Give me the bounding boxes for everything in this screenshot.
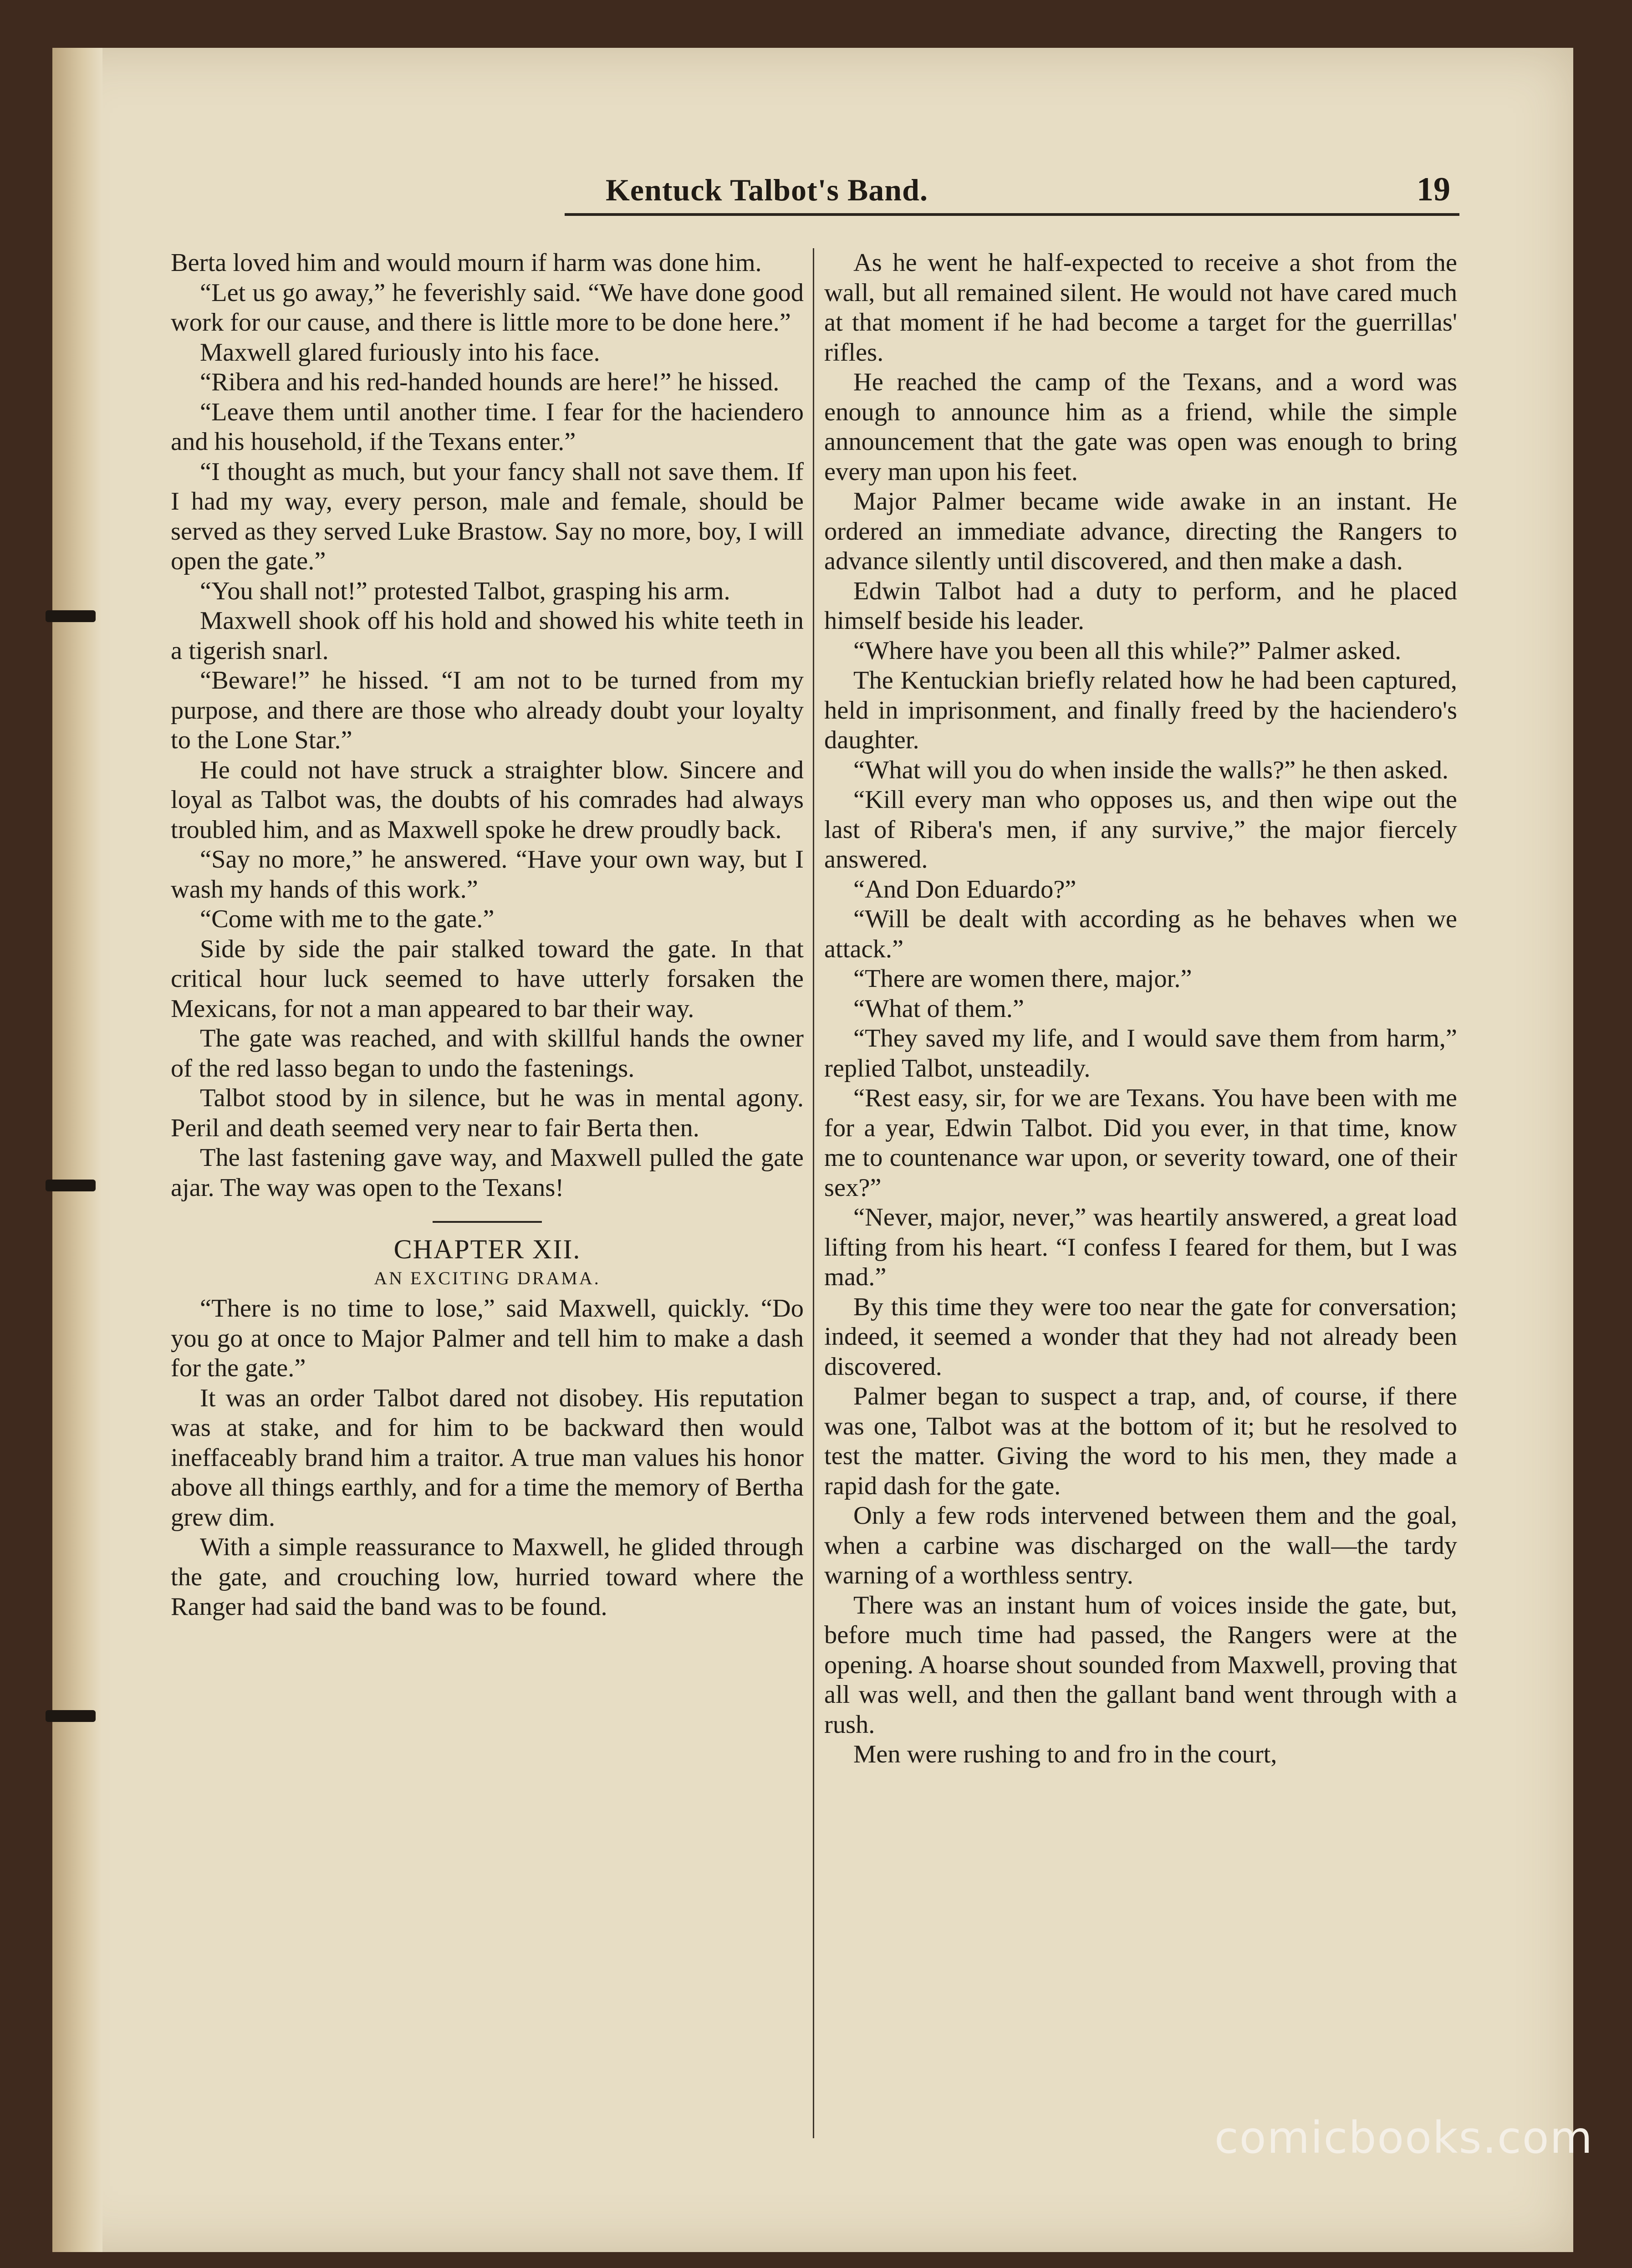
paragraph: “Beware!” he hissed. “I am not to be turned from my purpose, and there are those who already doubt your loyalty to the Lone Star.”: [171, 666, 804, 754]
paragraph: Men were rushing to and fro in the court,: [853, 1740, 1277, 1768]
paragraph: Edwin Talbot had a duty to perform, and he placed himself beside his leader.: [824, 577, 1457, 635]
chapter-title: CHAPTER XII.: [393, 1234, 581, 1264]
paragraph: “Rest easy, sir, for we are Texans. You have been with me for a year, Edwin Talbot. Did you ever, in that time, know me to countenance war upon, or severity toward, one of their sex?”: [824, 1084, 1457, 1202]
paragraph: It was an order Talbot dared not disobey. His reputation was at stake, and for him to be backward then would ineffaceably brand him a traitor. A true man values his honor above all things earthly, and for a time the memory of Bertha grew dim.: [171, 1384, 804, 1532]
left-column: [171, 248, 804, 2161]
column-divider: [813, 248, 814, 2138]
page-binding: [52, 48, 102, 2252]
paragraph: “Never, major, never,” was heartily answered, a great load lifting from his heart. “I confess I feared for them, but I was mad.”: [824, 1203, 1457, 1291]
paragraph: Talbot stood by in silence, but he was in mental agony. Peril and death seemed very near to fair Berta then.: [171, 1084, 804, 1142]
paragraph: “There are women there, major.”: [853, 965, 1192, 993]
paragraph: Palmer began to suspect a trap, and, of course, if there was one, Talbot was at the bottom of it; but he resolved to test the matter. Giving the word to his men, they made a rapid dash for the gate.: [824, 1382, 1457, 1500]
paragraph: “Ribera and his red-handed hounds are here!” he hissed.: [200, 368, 780, 396]
page-header: [565, 168, 1459, 216]
paragraph: “Where have you been all this while?” Palmer asked.: [853, 636, 1402, 665]
paragraph: Maxwell glared furiously into his face.: [200, 338, 600, 367]
chapter-rule: [433, 1221, 542, 1223]
paragraph: The last fastening gave way, and Maxwell pulled the gate ajar. The way was open to the Texans!: [171, 1144, 804, 1202]
paragraph: Side by side the pair stalked toward the gate. In that critical hour luck seemed to have utterly forsaken the Mexicans, for not a man appeared to bar their way.: [171, 935, 804, 1023]
paragraph: “And Don Eduardo?”: [853, 875, 1076, 904]
paragraph: Maxwell shook off his hold and showed his white teeth in a tigerish snarl.: [171, 607, 804, 665]
paragraph: “They saved my life, and I would save them from harm,” replied Talbot, unsteadily.: [824, 1024, 1457, 1083]
page-number: 19: [1417, 171, 1450, 208]
paragraph: “Let us go away,” he feverishly said. “We have done good work for our cause, and there is little more to be done here.”: [171, 278, 804, 337]
paragraph: “Will be dealt with according as he behaves when we attack.”: [824, 905, 1457, 963]
paragraph: “Say no more,” he answered. “Have your own way, but I wash my hands of this work.”: [171, 845, 804, 904]
chapter-subtitle: AN EXCITING DRAMA.: [374, 1268, 601, 1288]
running-title: Kentuck Talbot's Band.: [606, 173, 928, 207]
paragraph: With a simple reassurance to Maxwell, he glided through the gate, and crouching low, hurried toward where the Ranger had said the band was to be found.: [171, 1533, 804, 1621]
paragraph: “Come with me to the gate.”: [200, 905, 495, 933]
binding-stitch: [46, 610, 96, 622]
binding-stitch: [46, 1180, 96, 1191]
paragraph: Only a few rods intervened between them and the goal, when a carbine was discharged on the wall—the tardy warning of a worthless sentry.: [824, 1502, 1457, 1589]
paragraph: As he went he half-expected to receive a shot from the wall, but all remained silent. He would not have cared much at that moment if he had become a target for the guerrillas' rifles.: [824, 249, 1457, 367]
paragraph: He could not have struck a straighter blow. Sincere and loyal as Talbot was, the doubts of his comrades had always troubled him, and as Maxwell spoke he drew proudly back.: [171, 756, 804, 844]
paragraph: There was an instant hum of voices inside the gate, but, before much time had passed, the Rangers were at the opening. A hoarse shout sounded from Maxwell, proving that all was well, and then the gallant band went through with a rush.: [824, 1591, 1457, 1739]
paragraph: Berta loved him and would mourn if harm was done him.: [171, 249, 762, 277]
paragraph: “What will you do when inside the walls?” he then asked.: [853, 756, 1448, 784]
paragraph: The gate was reached, and with skillful hands the owner of the red lasso began to undo the fastenings.: [171, 1024, 804, 1083]
watermark: comicbooks.com: [1214, 2112, 1593, 2163]
paragraph: The Kentuckian briefly related how he had been captured, held in imprisonment, and finally freed by the haciendero's daughter.: [824, 666, 1457, 754]
paragraph: Major Palmer became wide awake in an instant. He ordered an immediate advance, directing the Rangers to advance silently until discovered, and then make a dash.: [824, 487, 1457, 575]
paragraph: “There is no time to lose,” said Maxwell, quickly. “Do you go at once to Major Palmer and tell him to make a dash for the gate.”: [171, 1294, 804, 1382]
paragraph: “What of them.”: [853, 994, 1024, 1023]
paragraph: “Kill every man who opposes us, and then wipe out the last of Ribera's men, if any survive,” the major fiercely answered.: [824, 786, 1457, 873]
paragraph: “Leave them until another time. I fear for the haciendero and his household, if the Texans enter.”: [171, 398, 804, 456]
paragraph: “I thought as much, but your fancy shall not save them. If I had my way, every person, male and female, should be served as they served Luke Brastow. Say no more, boy, I will open the gate.”: [171, 457, 804, 575]
binding-stitch: [46, 1710, 96, 1722]
paragraph: He reached the camp of the Texans, and a word was enough to announce him as a friend, while the simple announcement that the gate was open was enough to bring every man upon his feet.: [824, 368, 1457, 486]
paragraph: “You shall not!” protested Talbot, grasping his arm.: [200, 577, 730, 605]
paragraph: By this time they were too near the gate for conversation; indeed, it seemed a wonder that they had not already been discovered.: [824, 1292, 1457, 1381]
right-column: [824, 248, 1457, 2161]
